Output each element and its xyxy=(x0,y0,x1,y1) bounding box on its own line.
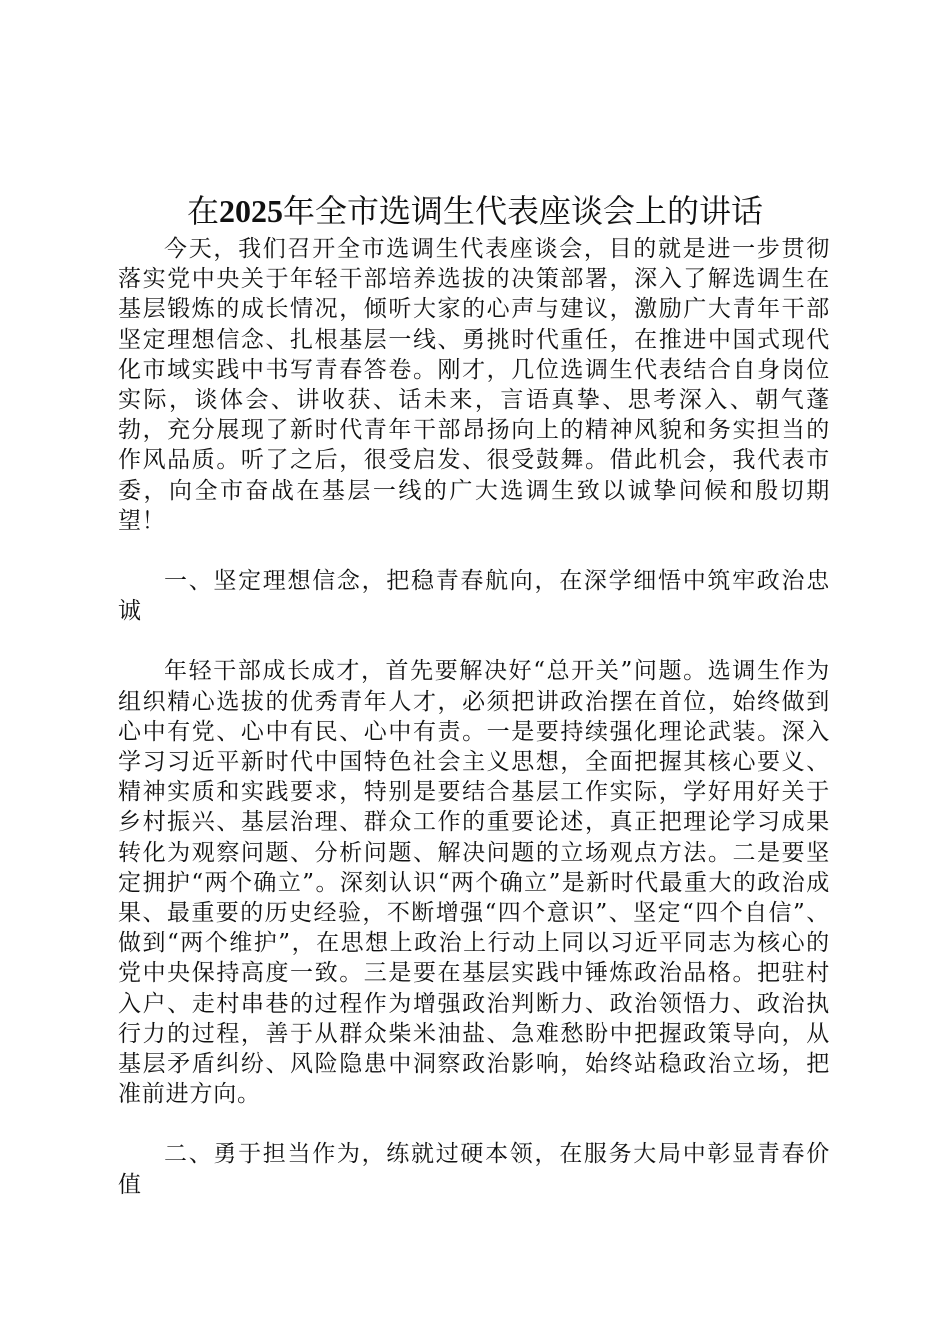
title-suffix: 年全市选调生代表座谈会上的讲话 xyxy=(283,192,764,231)
document-body xyxy=(118,234,830,1200)
paragraph-section-1: 年轻干部成长成才，首先要解决好“总开关”问题。选调生作为组织精心选拔的优秀青年人才，必须把讲政治摆在首位，始终做到心中有党、心中有民、心中有责。一是要持续强化理论武装。深入学习习近平新时代中国特色社会主义思想，全面把握其核心要义、精神实质和实践要求，特别是要结合基层工作实际，学好用好关于乡村振兴、基层治理、群众工作的重要论述，真正把理论学习成果转化为观察问题、分析问题、解决问题的立场观点方法。二是要坚定拥护“两个确立”。深刻认识“两个确立”是新时代最重大的政治成果、最重要的历史经验，不断增强“四个意识”、坚定“四个自信”、做到“两个维护”，在思想上政治上行动上同以习近平同志为核心的党中央保持高度一致。三是要在基层实践中锤炼政治品格。把驻村入户、走村串巷的过程作为增强政治判断力、政治领悟力、政治执行力的过程，善于从群众柴米油盐、急难愁盼中把握政策导向，从基层矛盾纠纷、风险隐患中洞察政治影响，始终站稳政治立场，把准前进方向。 xyxy=(118,658,830,1108)
paragraph-intro: 今天，我们召开全市选调生代表座谈会，目的就是进一步贯彻落实党中央关于年轻干部培养选拔的决策部署，深入了解选调生在基层锻炼的成长情况，倾听大家的心声与建议，激励广大青年干部坚定理想信念、扎根基层一线、勇挑时代重任，在推进中国式现代化市域实践中书写青春答卷。刚才，几位选调生代表结合自身岗位实际，谈体会、讲收获、话未来，言语真挚、思考深入、朝气蓬勃，充分展现了新时代青年干部昂扬向上的精神风貌和务实担当的作风品质。听了之后，很受启发、很受鼓舞。借此机会，我代表市委，向全市奋战在基层一线的广大选调生致以诚挚问候和殷切期望！ xyxy=(118,236,830,534)
section-heading-1: 一、坚定理想信念，把稳青春航向，在深学细悟中筑牢政治忠诚 xyxy=(118,568,830,625)
document-title xyxy=(0,189,950,233)
title-prefix: 在 xyxy=(186,192,219,231)
paragraph-gap xyxy=(118,536,830,566)
paragraph-gap xyxy=(118,1109,830,1139)
paragraph-gap xyxy=(118,626,830,656)
title-year: 2025 xyxy=(219,193,283,230)
section-heading-2: 二、勇于担当作为，练就过硬本领，在服务大局中彰显青春价值 xyxy=(118,1141,830,1198)
